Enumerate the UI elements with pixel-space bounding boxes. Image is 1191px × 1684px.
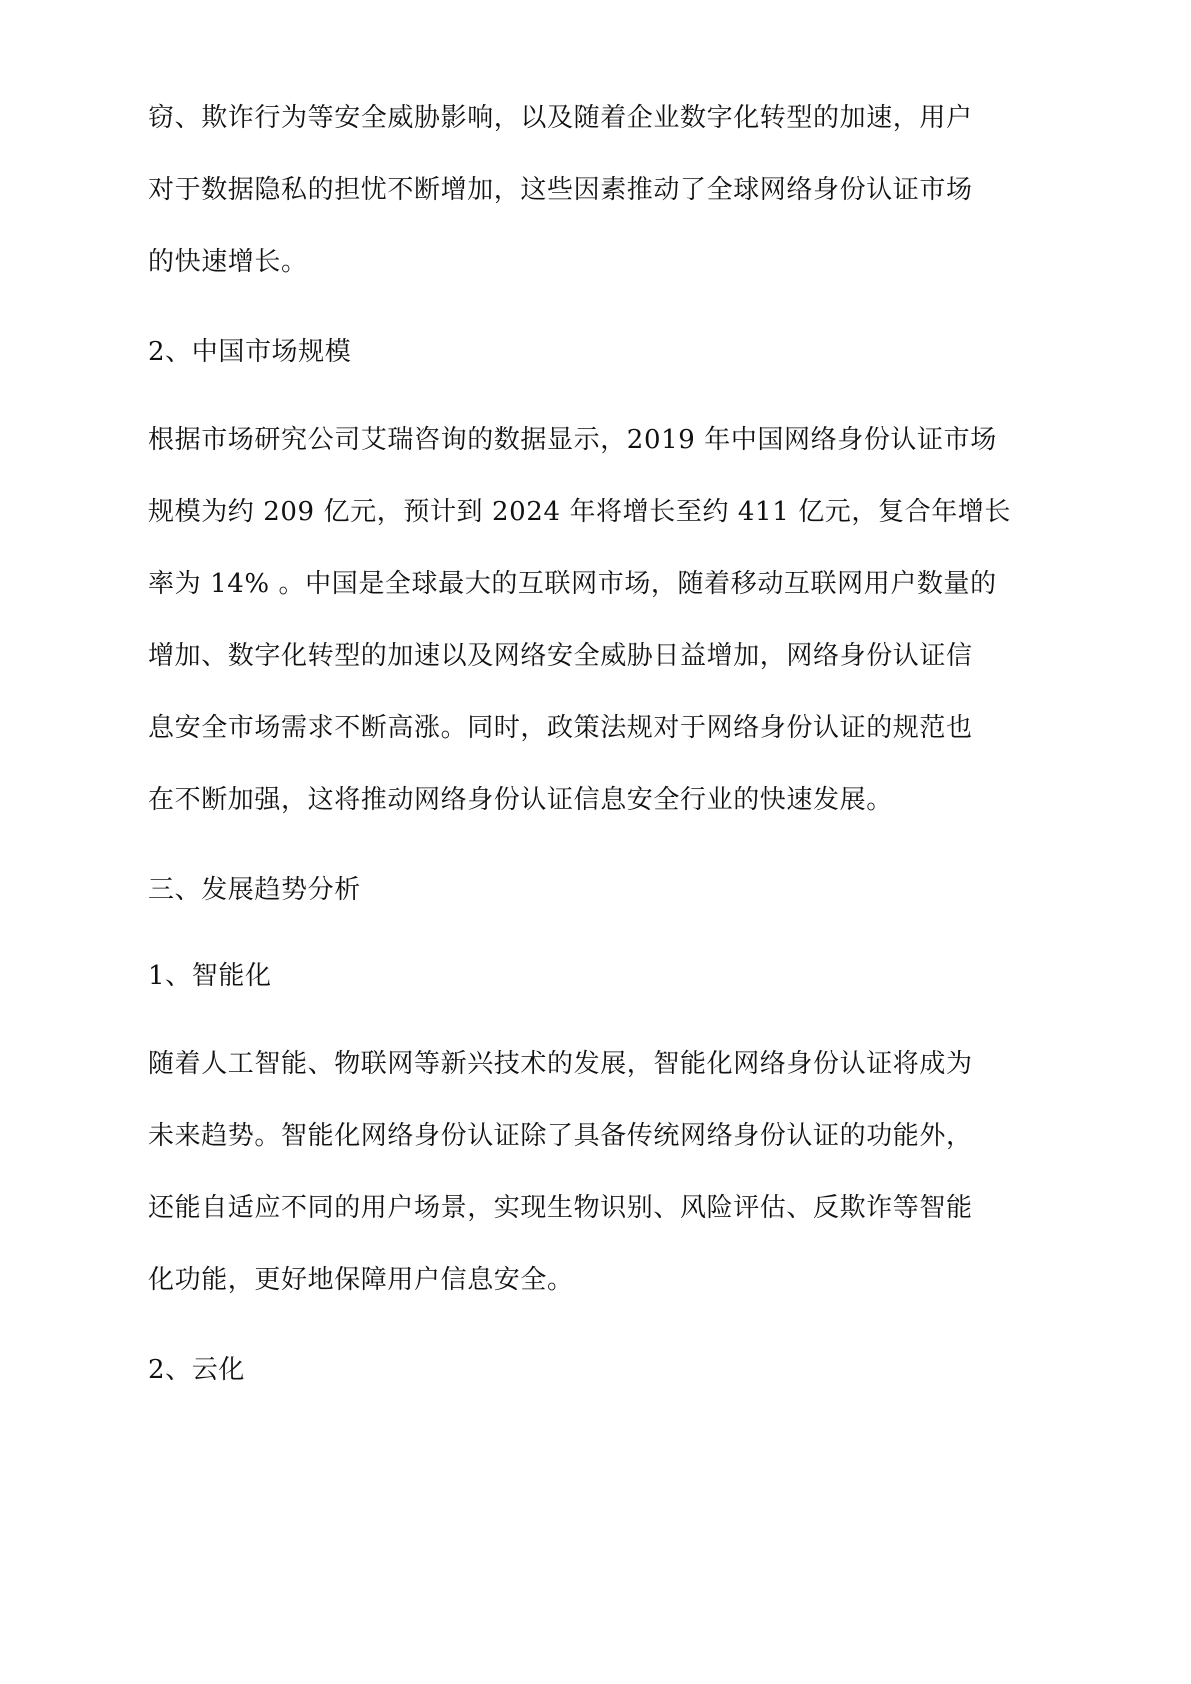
section-heading-trend-analysis: 三、发展趋势分析	[148, 875, 361, 905]
paragraph-line: 息安全市场需求不断高涨。同时，政策法规对于网络身份认证的规范也	[148, 713, 973, 743]
paragraph-line: 未来趋势。智能化网络身份认证除了具备传统网络身份认证的功能外，	[148, 1121, 973, 1151]
paragraph-line: 规模为约 209 亿元，预计到 2024 年将增长至约 411 亿元，复合年增长	[148, 497, 1012, 527]
paragraph-line: 根据市场研究公司艾瑞咨询的数据显示，2019 年中国网络身份认证市场	[148, 425, 997, 455]
paragraph-line: 对于数据隐私的担忧不断增加，这些因素推动了全球网络身份认证市场	[148, 175, 973, 205]
paragraph-line: 还能自适应不同的用户场景，实现生物识别、风险评估、反欺诈等智能	[148, 1193, 973, 1223]
subsection-heading-intelligent: 1、智能化	[148, 961, 272, 991]
paragraph-line: 增加、数字化转型的加速以及网络安全威胁日益增加，网络身份认证信	[148, 641, 973, 671]
paragraph-line: 窃、欺诈行为等安全威胁影响，以及随着企业数字化转型的加速，用户	[148, 103, 973, 133]
section-heading-china-market: 2、中国市场规模	[148, 337, 352, 367]
paragraph-line: 化功能，更好地保障用户信息安全。	[148, 1265, 574, 1295]
paragraph-line: 率为 14% 。中国是全球最大的互联网市场，随着移动互联网用户数量的	[148, 569, 997, 599]
subsection-heading-cloud: 2、云化	[148, 1355, 245, 1385]
paragraph-line: 在不断加强，这将推动网络身份认证信息安全行业的快速发展。	[148, 785, 893, 815]
paragraph-line: 的快速增长。	[148, 247, 308, 277]
paragraph-line: 随着人工智能、物联网等新兴技术的发展，智能化网络身份认证将成为	[148, 1049, 973, 1079]
